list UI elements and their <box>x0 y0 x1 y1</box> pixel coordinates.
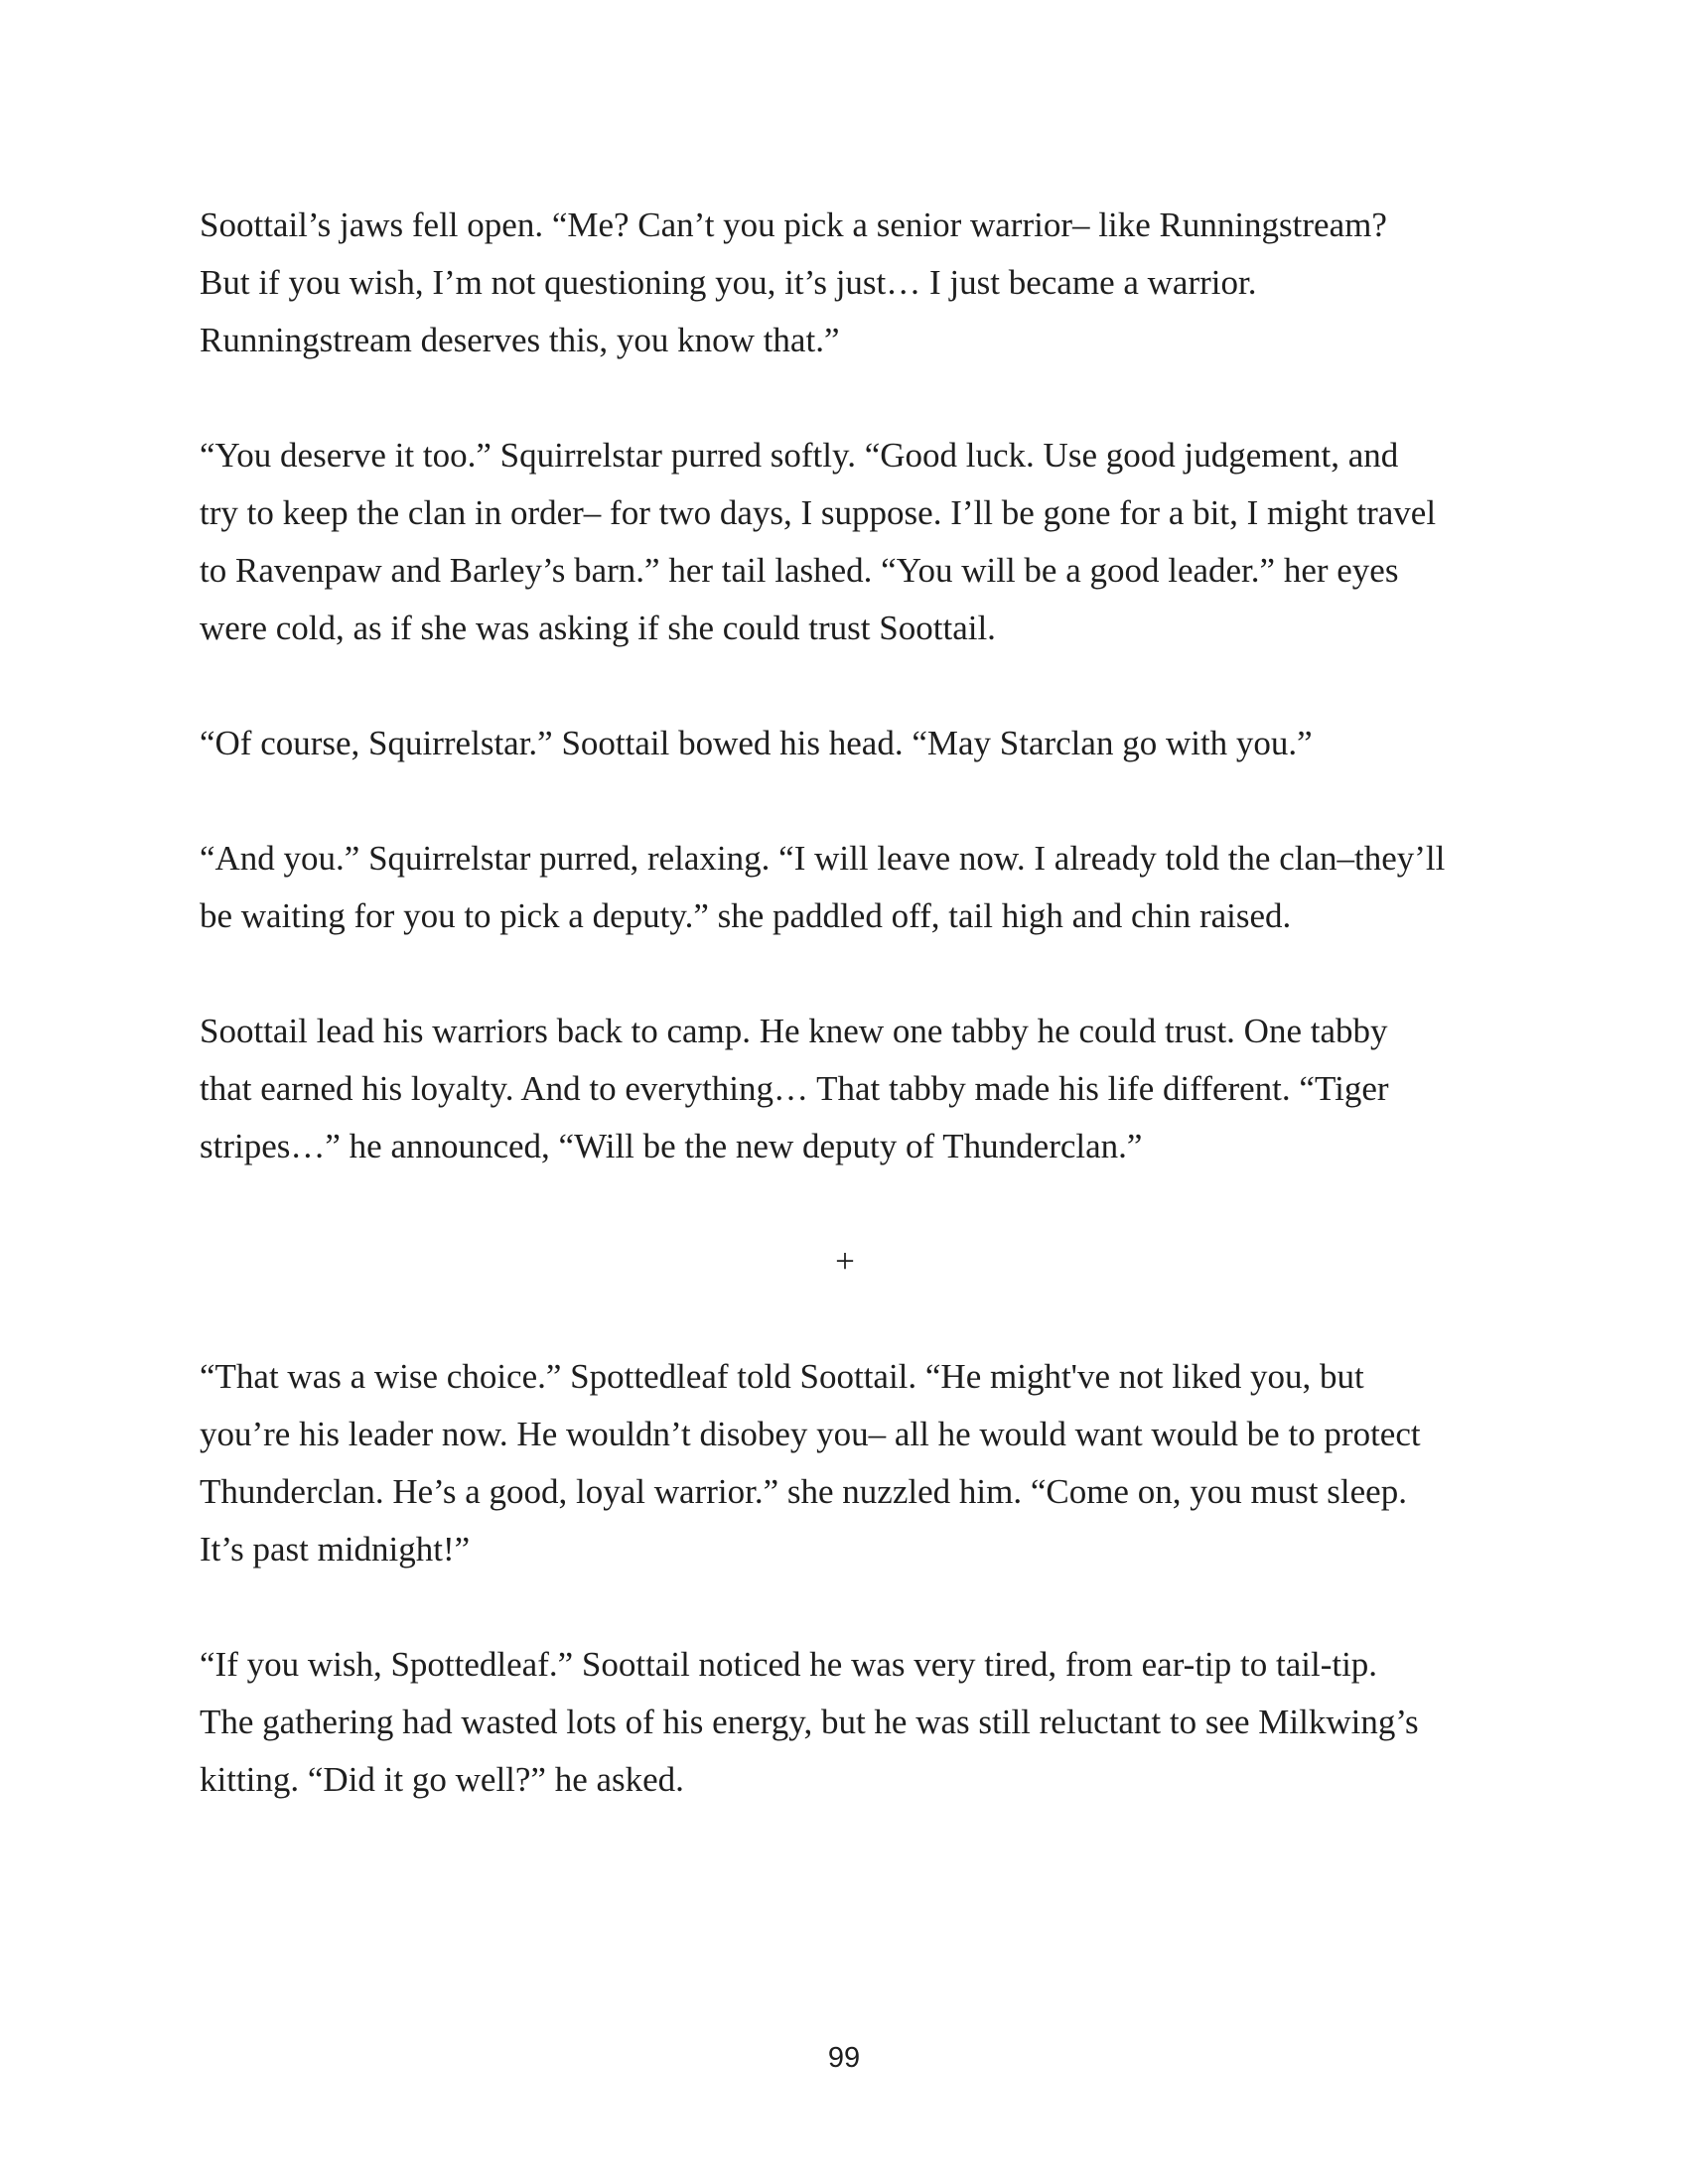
text-line: But if you wish, I’m not questioning you, it’s just… I just became a warrior. <box>200 263 1257 302</box>
text-line: “You deserve it too.” Squirrelstar purred softly. “Good luck. Use good judgement, and <box>200 436 1399 475</box>
text-line: Soottail lead his warriors back to camp. He knew one tabby he could trust. One tabby <box>200 1012 1388 1050</box>
text-line: “Of course, Squirrelstar.” Soottail bowed his head. “May Starclan go with you.” <box>200 724 1313 762</box>
paragraph-3 <box>200 715 1490 772</box>
paragraph-2 <box>200 427 1490 657</box>
text-line: you’re his leader now. He wouldn’t disobey you– all he would want would be to protect <box>200 1415 1421 1453</box>
text-line: Soottail’s jaws fell open. “Me? Can’t you pick a senior warrior– like Runningstream? <box>200 205 1387 244</box>
text-line: try to keep the clan in order– for two days, I suppose. I’ll be gone for a bit, I might travel <box>200 493 1437 532</box>
text-line: that earned his loyalty. And to everything… That tabby made his life different. “Tiger <box>200 1069 1389 1108</box>
text-line: Runningstream deserves this, you know that.” <box>200 321 840 359</box>
page-number: 99 <box>827 2042 861 2074</box>
text-line: It’s past midnight!” <box>200 1530 471 1569</box>
text-line: were cold, as if she was asking if she could trust Soottail. <box>200 609 996 647</box>
paragraph-7 <box>200 1636 1490 1809</box>
section-separator: + <box>835 1242 855 1281</box>
text-line: Thunderclan. He’s a good, loyal warrior.” she nuzzled him. “Come on, you must sleep. <box>200 1472 1407 1511</box>
text-line: “If you wish, Spottedleaf.” Soottail noticed he was very tired, from ear-tip to tail-tip. <box>200 1645 1378 1684</box>
text-line: to Ravenpaw and Barley’s barn.” her tail lashed. “You will be a good leader.” her eyes <box>200 551 1399 590</box>
text-line: “That was a wise choice.” Spottedleaf told Soottail. “He might've not liked you, but <box>200 1357 1364 1396</box>
text-line: The gathering had wasted lots of his energy, but he was still reluctant to see Milkwing’s <box>200 1703 1419 1741</box>
paragraph-4 <box>200 830 1490 945</box>
text-line: kitting. “Did it go well?” he asked. <box>200 1760 684 1799</box>
body-text <box>200 197 1490 1866</box>
text-line: stripes…” he announced, “Will be the new deputy of Thunderclan.” <box>200 1127 1143 1165</box>
text-line: be waiting for you to pick a deputy.” she paddled off, tail high and chin raised. <box>200 896 1292 935</box>
text-line: “And you.” Squirrelstar purred, relaxing. “I will leave now. I already told the clan–they’ll <box>200 839 1446 878</box>
paragraph-6 <box>200 1348 1490 1578</box>
paragraph-5 <box>200 1003 1490 1175</box>
paragraph-1 <box>200 197 1490 369</box>
